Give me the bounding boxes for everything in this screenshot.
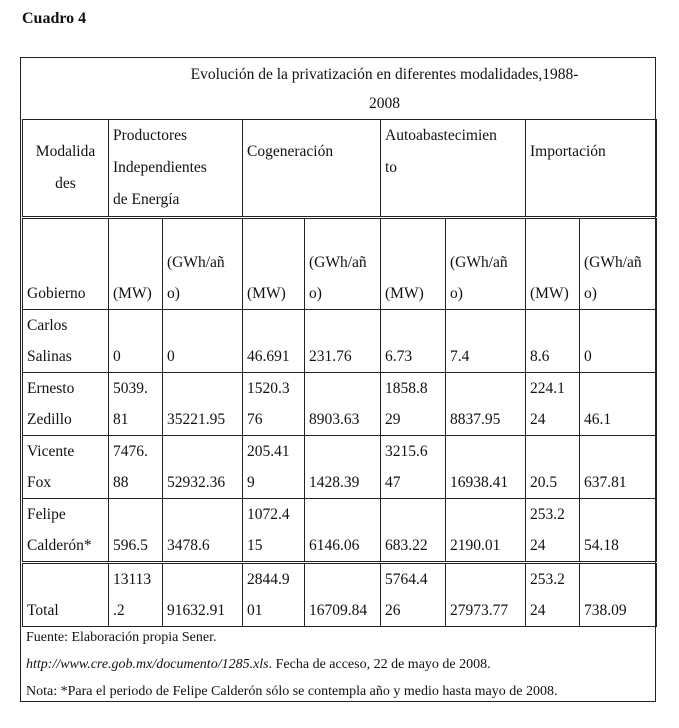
table-cell: 738.09 [580,563,657,627]
table-cell: 7.4 [446,310,526,373]
table-cell: 224.1 24 [526,373,580,436]
table-cell: 2844.9 01 [243,563,305,627]
table-row [23,499,657,563]
table-cell: 13113 .2 [109,563,163,627]
unit-gwh: (GWh/añ o) [580,218,657,310]
unit-gwh: (GWh/añ o) [446,218,526,310]
table-cell: 1428.39 [305,436,381,499]
footnote: Nota: *Para el periodo de Felipe Calderón sólo se contempla año y medio hasta mayo de 2008. [26,684,558,699]
table-cell: 8903.63 [305,373,381,436]
table-title: Evolución de la privatización en diferentes modalidades,1988- 2008 [23,59,657,120]
row-name: Vicente Fox [23,436,109,499]
table-cell: 54.18 [580,499,657,563]
gobierno-header: Gobierno [23,218,109,310]
table-cell: 20.5 [526,436,580,499]
table-cell: 46.1 [580,373,657,436]
table-cell: 1858.8 29 [381,373,446,436]
table-cell: 5764.4 26 [381,563,446,627]
unit-mw: (MW) [381,218,446,310]
table-row [23,436,657,499]
group-header-autoabastecimiento: Autoabastecimien to [381,120,526,218]
unit-gwh: (GWh/añ o) [305,218,381,310]
row-name: Ernesto Zedillo [23,373,109,436]
row-name: Total [23,563,109,627]
table-cell: 27973.77 [446,563,526,627]
units-header-row [23,218,657,310]
table-cell: 7476. 88 [109,436,163,499]
source-note: Fuente: Elaboración propia Sener. [26,630,217,645]
table-cell: 5039. 81 [109,373,163,436]
table-cell: 3215.6 47 [381,436,446,499]
title-row [23,59,657,120]
table-cell: 1072.4 15 [243,499,305,563]
group-header-cogeneracion: Cogeneración [243,120,381,218]
table-cell: 0 [580,310,657,373]
table-cell: 0 [109,310,163,373]
table-cell: 6.73 [381,310,446,373]
table-cell: 6146.06 [305,499,381,563]
modalidades-header: Modalida des [23,120,109,218]
table-cell: 8.6 [526,310,580,373]
table-cell: 8837.95 [446,373,526,436]
group-header-productores: Productores Independientes de Energía [109,120,243,218]
privatization-table [22,59,657,627]
table-cell: 91632.91 [163,563,243,627]
table-cell: 596.5 [109,499,163,563]
row-name: Carlos Salinas [23,310,109,373]
table-cell: 16709.84 [305,563,381,627]
table-row [23,373,657,436]
table-notes [26,624,557,705]
unit-mw: (MW) [109,218,163,310]
table-cell: 16938.41 [446,436,526,499]
table-cell: 52932.36 [163,436,243,499]
table-cell: 683.22 [381,499,446,563]
group-header-row [23,120,657,218]
table-cell: 253.2 24 [526,563,580,627]
table-cell: 637.81 [580,436,657,499]
table-cell: 3478.6 [163,499,243,563]
row-name: Felipe Calderón* [23,499,109,563]
table-cell: 1520.3 76 [243,373,305,436]
source-url: http://www.cre.gob.mx/documento/1285.xls [26,657,269,672]
data-rows [23,310,657,627]
total-row [23,563,657,627]
table-cell: 0 [163,310,243,373]
group-header-importacion: Importación [526,120,657,218]
table-row [23,310,657,373]
table-cell: 46.691 [243,310,305,373]
table-cell: 35221.95 [163,373,243,436]
unit-mw: (MW) [526,218,580,310]
table-cell: 231.76 [305,310,381,373]
table-cell: 205.41 9 [243,436,305,499]
url-note: http://www.cre.gob.mx/documento/1285.xls. Fecha de acceso, 22 de mayo de 2008. [26,657,491,672]
table-heading: Cuadro 4 [22,10,87,27]
table-cell: 2190.01 [446,499,526,563]
table-cell: 253.2 24 [526,499,580,563]
unit-gwh: (GWh/añ o) [163,218,243,310]
unit-mw: (MW) [243,218,305,310]
